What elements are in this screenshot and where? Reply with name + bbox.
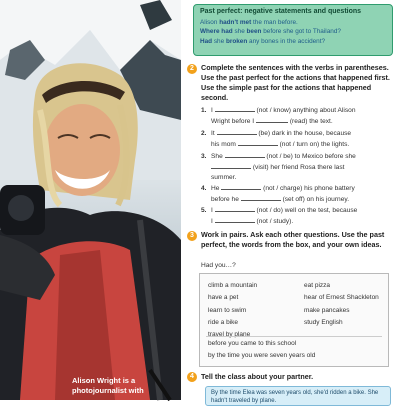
photo-caption: Alison Wright is a photojournalist with (72, 376, 144, 395)
answer-blank[interactable] (215, 106, 255, 112)
item-text: (read) the text. (289, 117, 333, 125)
answer-blank[interactable] (215, 206, 255, 212)
item-text: before he (211, 195, 239, 203)
grammar-highlight: Had (200, 37, 213, 45)
had-you-prompt: Had you…? (201, 262, 236, 269)
answer-blank[interactable] (238, 140, 278, 146)
exercise-3-number: 3 (187, 231, 197, 241)
item-number: 3. (201, 153, 207, 160)
item-text: (visit) her friend Rosa there last (252, 163, 345, 171)
grammar-title: Past perfect: negative statements and questions (200, 8, 362, 15)
answer-blank[interactable] (256, 117, 288, 123)
answer-blank[interactable] (221, 184, 261, 190)
item-text: summer. (211, 174, 237, 181)
item-text: She (211, 153, 223, 160)
word-item: study English (304, 318, 343, 326)
exercise-column (181, 0, 400, 404)
word-item: have a pet (208, 294, 239, 302)
word-item: eat pizza (304, 282, 331, 289)
item-text: (not / do) well on the test, because (256, 207, 358, 214)
item-text: (set off) on his journey. (282, 195, 350, 203)
grammar-highlight: Where had (200, 28, 233, 36)
item-number: 5. (201, 207, 207, 214)
item-number: 4. (201, 185, 207, 192)
answer-blank[interactable] (215, 217, 255, 223)
item-text: He (211, 185, 220, 192)
answer-blank[interactable] (241, 195, 281, 201)
grammar-example-2 (200, 27, 386, 36)
grammar-text: the man before. (251, 19, 298, 26)
grammar-text: Alison (200, 19, 220, 26)
word-item: learn to swim (208, 306, 247, 314)
exercise-2-item-1 (201, 106, 391, 127)
answer-blank[interactable] (211, 163, 251, 169)
grammar-highlight: been (246, 28, 262, 36)
answer-blank[interactable] (225, 152, 265, 158)
photo-alison-wright (0, 0, 181, 400)
item-number: 2. (201, 130, 207, 137)
item-text: (be) dark in the house, because (258, 130, 352, 137)
item-text: (not / turn on) the lights. (279, 140, 350, 148)
item-text: (not / charge) his phone battery (263, 185, 355, 192)
example-speech-box: By the time Elea was seven years old, she'd ridden a bike. She hadn't traveled by plane. (205, 386, 391, 406)
grammar-text: any bones in the accident? (247, 37, 326, 45)
word-item: ride a bike (208, 318, 238, 326)
word-item: travel by plane (208, 331, 251, 339)
word-box (199, 273, 389, 367)
item-text: I (211, 107, 213, 114)
item-text: (not / study). (256, 217, 294, 225)
word-item: climb a mountain (208, 282, 258, 289)
item-text: his mom (211, 140, 236, 148)
exercise-3-instruction: Work in pairs. Ask each other questions. Use the past perfect, the words from the box, and your own ideas. (201, 230, 385, 249)
exercise-2-item-4 (201, 184, 391, 205)
item-text: Wright before I (211, 117, 255, 125)
word-item: hear of Ernest Shackleton (304, 294, 379, 302)
grammar-highlight: hadn't met (219, 19, 252, 26)
exercise-2-item-2 (201, 129, 391, 150)
exercise-2-instruction: Complete the sentences with the verbs in parentheses. Use the past perfect for the actions that happened first. Use the simple past for the actions that happened second. (201, 63, 390, 102)
item-number: 1. (201, 107, 207, 114)
exercise-2-number: 2 (187, 64, 197, 74)
grammar-highlight: broken (225, 37, 248, 45)
item-text: (not / be) to Mexico before she (266, 153, 356, 160)
word-item: before you came to this school (208, 340, 297, 347)
word-box-divider (206, 336, 382, 337)
item-text: I (211, 207, 213, 214)
item-text: It (211, 130, 215, 137)
grammar-text: before she got to Thailand? (261, 28, 341, 36)
grammar-example-1 (200, 18, 386, 27)
item-text: I (211, 217, 213, 225)
grammar-box (193, 4, 393, 56)
answer-blank[interactable] (217, 129, 257, 135)
exercise-2-item-5 (201, 206, 391, 227)
grammar-example-3 (200, 37, 386, 46)
item-text: (not / know) anything about Alison (256, 107, 356, 114)
word-item: by the time you were seven years old (208, 352, 316, 359)
word-column-right (304, 280, 379, 329)
word-item: make pancakes (304, 306, 350, 314)
exercise-4-instruction: Tell the class about your partner. (201, 372, 314, 381)
grammar-text: she (212, 37, 226, 45)
word-box-time-phrases (208, 338, 315, 362)
exercise-2-item-3 (201, 152, 391, 184)
exercise-4-number: 4 (187, 372, 197, 382)
word-column-left (208, 280, 257, 341)
photo-illustration (0, 0, 181, 400)
grammar-text: she (232, 28, 247, 36)
